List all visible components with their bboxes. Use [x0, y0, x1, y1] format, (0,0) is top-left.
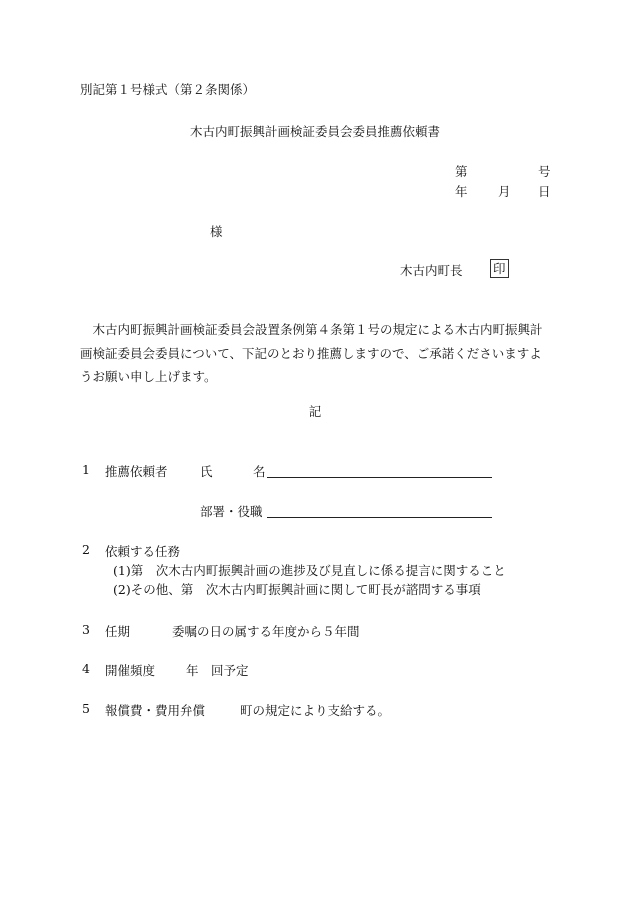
document-title: 木古内町振興計画検証委員会委員推薦依頼書: [189, 124, 440, 139]
sender-name: 木古内町長: [400, 263, 463, 278]
item2-sub1: (1)第 次木古内町振興計画の進捗及び見直しに係る提言に関すること: [113, 563, 506, 578]
item3-value: 委嘱の日の属する年度から５年間: [172, 624, 360, 639]
item2-label: 依頼する任務: [105, 544, 181, 559]
addressee-sama: 様: [210, 224, 223, 239]
item5-label: 報償費・費用弁償: [105, 703, 206, 718]
dept-label: 部署・役職: [200, 504, 263, 519]
item2-sub2: (2)その他、第 次木古内町振興計画に関して町長が諮問する事項: [113, 582, 481, 597]
item3-label: 任期: [105, 624, 131, 639]
dept-field-line: [267, 502, 492, 518]
item3-number: 3: [82, 622, 90, 637]
item4-number: 4: [82, 661, 90, 676]
date-year: 年: [455, 184, 468, 199]
body-paragraph: 木古内町振興計画検証委員会設置条例第４条第１号の規定による木古内町振興計画検証委員会委員について、下記のとおり推薦しますので、ご承諾くださいますようお願い申し上げます。: [80, 322, 543, 384]
name-label-a: 氏: [200, 464, 213, 479]
date-day: 日: [538, 184, 551, 199]
date-month: 月: [498, 184, 511, 199]
sender-seal: [490, 259, 509, 278]
item1-label: 推薦依頼者: [105, 464, 168, 479]
item2-number: 2: [82, 542, 90, 557]
item5-value: 町の規定により支給する。: [240, 703, 391, 718]
item5-number: 5: [82, 701, 90, 716]
item4-value: 年 回予定: [186, 663, 249, 678]
form-label: 別記第１号様式（第２条関係）: [80, 82, 256, 97]
item1-number: 1: [82, 462, 90, 477]
name-field[interactable]: [267, 462, 492, 478]
item4-label: 開催頻度: [105, 663, 156, 678]
doc-number-go: 号: [538, 164, 551, 179]
name-label-b: 名: [253, 464, 266, 479]
doc-number-dai: 第: [455, 164, 468, 179]
seal-mark: 印: [490, 259, 509, 278]
name-field-line: [267, 462, 492, 478]
ki-heading: 記: [308, 404, 322, 419]
dept-field[interactable]: [267, 502, 492, 518]
